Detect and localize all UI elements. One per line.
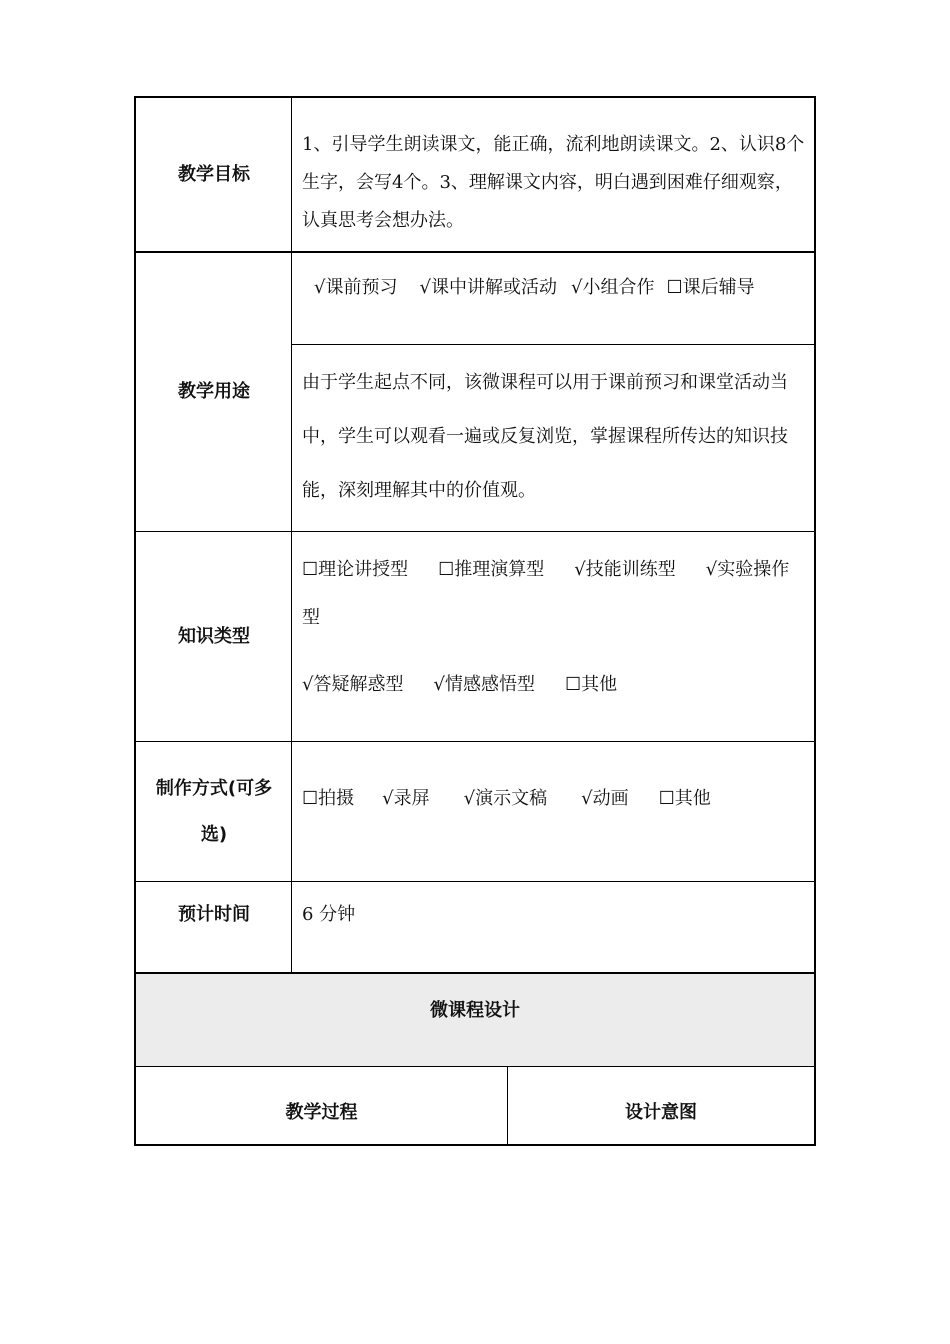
knowledge-label: 知识类型: [178, 626, 250, 647]
usage-description: 由于学生起点不同，该微课程可以用于课前预习和课堂活动当中，学生可以观看一遍或反复浏览，掌握课程所传达的知识技能，深刻理解其中的价值观。: [302, 372, 788, 501]
production-option: ☐其他: [658, 788, 711, 809]
lesson-table: [134, 96, 816, 1146]
time-value: 6 分钟: [302, 904, 356, 925]
knowledge-option: √答疑解惑型: [302, 674, 404, 695]
production-option: √动画: [581, 788, 629, 809]
knowledge-option: √实验操作型: [302, 559, 790, 628]
goal-label: 教学目标: [178, 164, 250, 185]
knowledge-options-line2: [292, 666, 814, 703]
production-options: [292, 780, 814, 817]
usage-option: √课中讲解或活动: [419, 277, 557, 298]
time-label: [136, 882, 292, 948]
usage-option: √课前预习: [314, 277, 398, 298]
knowledge-option: ☐其他: [564, 674, 618, 695]
knowledge-option: √情感感悟型: [433, 674, 535, 695]
inner-divider: [292, 344, 814, 345]
usage-option: √小组合作: [570, 277, 655, 298]
production-label: [136, 742, 292, 882]
production-label-line2: 选): [200, 824, 228, 845]
knowledge-option: ☐理论讲授型: [302, 559, 409, 580]
process-column-header: 教学过程: [285, 1102, 358, 1123]
production-option: ☐拍摄: [302, 788, 355, 809]
time-label-text: 预计时间: [178, 904, 250, 925]
intent-column-header: 设计意图: [625, 1102, 697, 1123]
usage-option: ☐课后辅导: [666, 277, 755, 298]
usage-label: 教学用途: [178, 381, 250, 402]
knowledge-option: ☐推理演算型: [438, 559, 545, 580]
design-title: 微课程设计: [430, 1000, 520, 1021]
knowledge-options-line1: [292, 546, 814, 642]
production-label-line1: 制作方式(可多: [155, 778, 273, 799]
usage-options: [292, 269, 814, 306]
production-option: √录屏: [382, 788, 430, 809]
knowledge-option: √技能训练型: [574, 559, 676, 580]
row-divider: [136, 1066, 814, 1067]
production-option: √演示文稿: [463, 788, 548, 809]
goal-text: 1、引导学生朗读课文，能正确，流利地朗读课文。2、认识8个生字，会写4个。3、理解课文内容，明白遇到困难仔细观察，认真思考会想办法。: [302, 134, 805, 231]
